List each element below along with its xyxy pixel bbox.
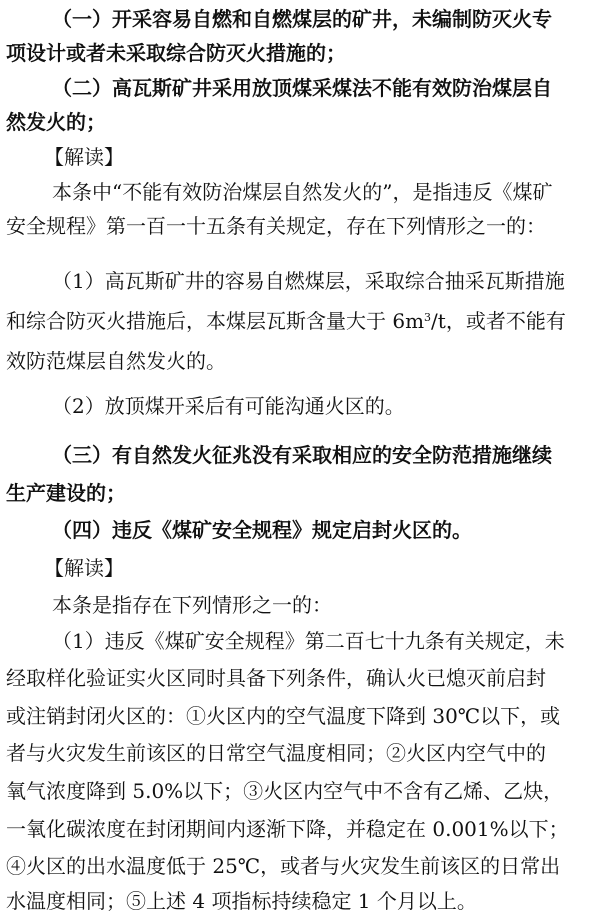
interpretation-heading-2: 【解读】 (44, 556, 124, 580)
item-2-1-line-8: 水温度相同；⑤上述 4 项指标持续稳定 1 个月以上。 (6, 889, 477, 913)
item-1-2: （2）放顶煤开采后有可能沟通火区的。 (52, 394, 405, 418)
clause-1-line-2: 项设计或者未采取综合防灭火措施的； (6, 41, 346, 65)
interpretation-1-line-2: 安全规程》第一百一十五条有关规定，存在下列情形之一的： (6, 214, 546, 238)
clause-1-line-1: （一）开采容易自燃和自燃煤层的矿井，未编制防灭火专 (52, 7, 552, 31)
clause-3-line-1: （三）有自然发火征兆没有采取相应的安全防范措施继续 (52, 443, 552, 467)
interpretation-2-intro: 本条是指存在下列情形之一的： (52, 593, 332, 617)
item-1-1-text-after: /t，或者不能有 (431, 309, 566, 333)
item-2-1-line-1: （1）违反《煤矿安全规程》第二百七十九条有关规定，未 (52, 629, 565, 653)
item-2-1-line-7: ④火区的出水温度低于 25℃，或者与火灾发生前该区的日常出 (6, 854, 561, 878)
item-2-1-line-3: 或注销封闭火区的：①火区内的空气温度下降到 30℃以下，或 (6, 704, 561, 728)
superscript-3: 3 (424, 311, 432, 324)
clause-2-line-1: （二）高瓦斯矿井采用放顶煤采煤法不能有效防治煤层自 (52, 76, 552, 100)
item-1-1-line-1: （1）高瓦斯矿井的容易自燃煤层，采取综合抽采瓦斯措施 (52, 269, 565, 293)
interpretation-1-line-1: 本条中“不能有效防治煤层自然发火的”，是指违反《煤矿 (52, 180, 553, 204)
item-1-1-line-3: 效防范煤层自然发火的。 (6, 349, 226, 373)
clause-2-line-2: 然发火的； (6, 110, 106, 134)
clause-4: （四）违反《煤矿安全规程》规定启封火区的。 (52, 518, 472, 542)
item-2-1-line-4: 者与火灾发生前该区的日常空气温度相同；②火区内空气中的 (6, 741, 546, 765)
item-2-1-line-2: 经取样化验证实火区同时具备下列条件，确认火已熄灭前启封 (6, 666, 546, 690)
item-2-1-line-5: 氧气浓度降到 5.0%以下；③火区内空气中不含有乙烯、乙炔， (6, 779, 564, 803)
item-1-1-text-before: 和综合防灭火措施后，本煤层瓦斯含量大于 6m (6, 309, 425, 333)
interpretation-heading-1: 【解读】 (44, 145, 124, 169)
item-2-1-line-6: 一氧化碳浓度在封闭期间内逐渐下降，并稳定在 0.001%以下； (6, 817, 569, 841)
item-1-1-line-2 (0, 304, 612, 338)
clause-3-line-2: 生产建设的； (6, 481, 126, 505)
